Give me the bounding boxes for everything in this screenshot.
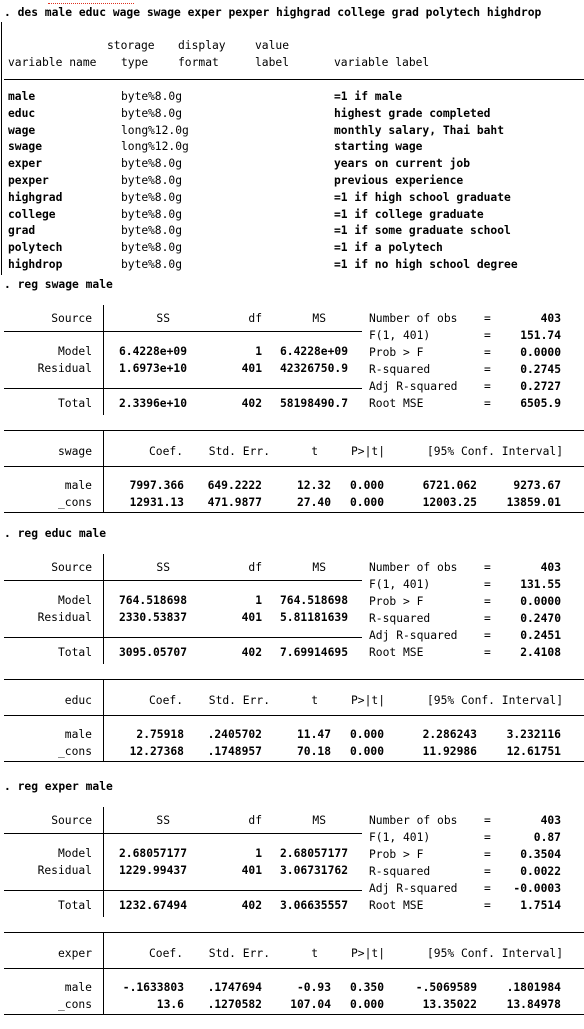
des-command: . des male educ wage swage exper pexper highgrad college grad polytech highdrop: [4, 6, 542, 19]
p-value: 0.000: [349, 479, 384, 492]
se-value: .1748957: [207, 745, 262, 758]
p-value: 0.000: [349, 745, 384, 758]
stat-value: 0.2745: [520, 363, 561, 376]
coef-header-coef: Coef.: [148, 947, 183, 960]
stat-equals: =: [484, 363, 491, 376]
coef-bottom-rule: [4, 1014, 584, 1015]
anova-ms-value: 6.4228e+09: [279, 345, 348, 358]
anova-df-value: 401: [241, 864, 262, 877]
stat-equals: =: [484, 814, 491, 827]
header-type: type: [121, 56, 149, 69]
des-name-cell: grad: [8, 224, 36, 238]
des-format-cell: %8.0g: [148, 224, 183, 238]
stat-equals: =: [484, 646, 491, 659]
coef-header-rule: [4, 466, 584, 467]
coef-top-rule: [4, 679, 584, 680]
t-value: 27.40: [296, 496, 331, 509]
coef-header-ci: [95% Conf. Interval]: [426, 694, 563, 707]
des-label-cell: starting wage: [334, 140, 423, 154]
des-type-cell: byte: [121, 241, 149, 255]
t-value: 12.32: [296, 479, 331, 492]
stat-equals: =: [484, 612, 491, 625]
des-label-cell: =1 if male: [334, 90, 403, 103]
coef-row-label: male: [64, 981, 92, 994]
header-variable-label: variable label: [334, 56, 430, 69]
stat-value: 403: [540, 814, 561, 827]
des-type-cell: byte: [121, 207, 149, 221]
coef-depvar-header: educ: [64, 694, 92, 707]
se-value: 649.2222: [207, 479, 262, 492]
anova-total-rule: [4, 890, 362, 891]
coef-header-ci: [95% Conf. Interval]: [426, 445, 563, 458]
ci-high-value: 9273.67: [513, 479, 561, 492]
anova-df-value: 1: [255, 594, 262, 607]
se-value: .1270582: [207, 998, 262, 1011]
stat-label: Root MSE: [369, 899, 424, 912]
des-type-cell: byte: [121, 90, 149, 103]
des-format-cell: %8.0g: [148, 106, 183, 120]
anova-df-value: 401: [241, 611, 262, 624]
anova-ms-value: 42326750.9: [279, 362, 348, 375]
anova-row-label: Total: [57, 397, 92, 410]
des-name-cell: polytech: [8, 241, 63, 255]
stat-value: 0.0022: [520, 865, 561, 878]
anova-ms-header: MS: [312, 312, 326, 325]
des-name-cell: swage: [8, 140, 43, 154]
des-label-cell: highest grade completed: [334, 106, 491, 120]
des-name-cell: highgrad: [8, 190, 63, 204]
coef-value: 12931.13: [129, 496, 184, 509]
coef-header-coef: Coef.: [148, 445, 183, 458]
coef-value: 2.75918: [136, 728, 184, 741]
coef-header-coef: Coef.: [148, 694, 183, 707]
se-value: 471.9877: [207, 496, 262, 509]
coef-header-p: P>|t|: [350, 694, 385, 707]
anova-df-value: 402: [241, 646, 262, 659]
anova-header-rule: [4, 833, 362, 834]
anova-row-label: Residual: [37, 864, 92, 877]
stat-label: Adj R-squared: [369, 882, 458, 895]
ci-low-value: 13.35022: [422, 998, 477, 1011]
des-label-cell: =1 if college graduate: [334, 207, 484, 221]
coef-row-label: _cons: [57, 496, 92, 509]
ci-high-value: .1801984: [506, 981, 561, 994]
des-label-cell: =1 if high school graduate: [334, 190, 511, 204]
anova-ss-value: 6.4228e+09: [119, 345, 188, 358]
stat-equals: =: [484, 561, 491, 574]
coef-header-ci: [95% Conf. Interval]: [426, 947, 563, 960]
stat-label: Number of obs: [369, 561, 458, 574]
des-name-cell: male: [8, 90, 36, 103]
coef-header-rule: [4, 968, 584, 969]
p-value: 0.000: [349, 496, 384, 509]
stat-equals: =: [484, 899, 491, 912]
des-format-cell: %8.0g: [148, 190, 183, 204]
header-value: value: [255, 39, 290, 52]
des-name-cell: exper: [8, 157, 43, 171]
coef-header-se: Std. Err.: [208, 947, 270, 960]
anova-ms-value: 3.06731762: [279, 864, 348, 877]
coef-header-se: Std. Err.: [208, 694, 270, 707]
reg-command: . reg educ male: [4, 527, 107, 540]
anova-ss-header: SS: [156, 561, 170, 574]
stat-label: Root MSE: [369, 646, 424, 659]
p-value: 0.000: [349, 728, 384, 741]
des-name-cell: wage: [8, 123, 36, 137]
des-divider: [4, 79, 584, 80]
des-type-cell: byte: [121, 224, 149, 238]
anova-row-label: Total: [57, 646, 92, 659]
anova-ms-header: MS: [312, 814, 326, 827]
des-format-cell: %12.0g: [148, 140, 189, 154]
ci-low-value: 6721.062: [422, 479, 477, 492]
anova-df-value: 401: [241, 362, 262, 375]
ci-low-value: 12003.25: [422, 496, 477, 509]
des-format-cell: %8.0g: [148, 174, 183, 187]
reg-command: . reg swage male: [4, 278, 113, 291]
anova-df-header: df: [248, 814, 262, 827]
des-label-cell: =1 if no high school degree: [334, 258, 518, 271]
anova-row-label: Residual: [37, 362, 92, 375]
stat-equals: =: [484, 865, 491, 878]
t-value: 107.04: [290, 998, 331, 1011]
coef-bottom-rule: [4, 761, 584, 762]
des-label-cell: =1 if some graduate school: [334, 224, 511, 238]
t-value: -0.93: [296, 981, 331, 994]
anova-total-rule: [4, 637, 362, 638]
stat-label: Prob > F: [369, 848, 424, 861]
anova-ss-value: 2.3396e+10: [119, 397, 188, 410]
stat-equals: =: [484, 848, 491, 861]
des-format-cell: %8.0g: [148, 90, 183, 103]
des-name-cell: highdrop: [8, 258, 63, 271]
anova-ms-value: 5.81181639: [279, 611, 348, 624]
des-type-cell: byte: [121, 258, 149, 271]
anova-ss-value: 1229.99437: [119, 864, 188, 877]
stat-equals: =: [484, 312, 491, 325]
stat-equals: =: [484, 397, 491, 410]
coef-depvar-header: exper: [57, 947, 92, 960]
anova-df-value: 402: [241, 397, 262, 410]
coef-row-label: _cons: [57, 998, 92, 1011]
stat-value: 0.0000: [520, 595, 561, 608]
stat-equals: =: [484, 831, 491, 844]
anova-source-header: Source: [51, 814, 92, 827]
anova-ss-value: 2330.53837: [119, 611, 188, 624]
des-type-cell: long: [121, 123, 149, 137]
stat-equals: =: [484, 882, 491, 895]
anova-total-rule: [4, 388, 362, 389]
des-format-cell: %8.0g: [148, 241, 183, 255]
anova-ss-value: 3095.05707: [119, 646, 188, 659]
des-type-cell: long: [121, 140, 149, 154]
des-format-cell: %8.0g: [148, 157, 183, 171]
coef-header-p: P>|t|: [350, 445, 385, 458]
coef-top-rule: [4, 430, 584, 431]
des-type-cell: byte: [121, 106, 149, 120]
ci-low-value: 2.286243: [422, 728, 477, 741]
se-value: .2405702: [207, 728, 262, 741]
anova-ss-value: 764.518698: [119, 594, 188, 607]
anova-ss-value: 2.68057177: [119, 847, 188, 860]
anova-ss-header: SS: [156, 312, 170, 325]
coef-header-se: Std. Err.: [208, 445, 270, 458]
coef-value: 12.27368: [129, 745, 184, 758]
p-value: 0.000: [349, 998, 384, 1011]
coef-bottom-rule: [4, 512, 584, 513]
anova-ms-value: 3.06635557: [279, 899, 348, 912]
anova-ms-value: 58198490.7: [279, 397, 348, 410]
coef-depvar-header: swage: [57, 445, 92, 458]
header-format: format: [178, 56, 219, 69]
anova-source-header: Source: [51, 561, 92, 574]
stat-label: Number of obs: [369, 814, 458, 827]
coef-header-t: t: [311, 694, 318, 707]
ci-high-value: 13.84978: [506, 998, 561, 1011]
ci-high-value: 13859.01: [506, 496, 561, 509]
anova-df-value: 1: [255, 345, 262, 358]
anova-df-header: df: [248, 561, 262, 574]
ci-high-value: 3.232116: [506, 728, 561, 741]
stat-value: 0.3504: [520, 848, 561, 861]
anova-df-header: df: [248, 312, 262, 325]
des-format-cell: %8.0g: [148, 258, 183, 271]
stat-value: 151.74: [520, 329, 561, 342]
stat-equals: =: [484, 329, 491, 342]
stat-label: F(1, 401): [369, 329, 431, 342]
coef-header-rule: [4, 715, 584, 716]
stat-label: R-squared: [369, 865, 431, 878]
anova-df-value: 1: [255, 847, 262, 860]
stat-value: 0.2451: [520, 629, 561, 642]
anova-row-label: Model: [57, 345, 92, 358]
ci-low-value: -.5069589: [415, 981, 477, 994]
left-margin-rule: [1, 22, 2, 275]
stat-label: Prob > F: [369, 346, 424, 359]
des-type-cell: byte: [121, 157, 149, 171]
anova-df-value: 402: [241, 899, 262, 912]
stat-label: Adj R-squared: [369, 629, 458, 642]
ci-high-value: 12.61751: [506, 745, 561, 758]
stat-equals: =: [484, 578, 491, 591]
reg-command: . reg exper male: [4, 780, 113, 793]
stat-label: Adj R-squared: [369, 380, 458, 393]
stat-value: 403: [540, 561, 561, 574]
anova-ms-value: 2.68057177: [279, 847, 348, 860]
stat-label: F(1, 401): [369, 831, 431, 844]
des-format-cell: %12.0g: [148, 123, 189, 137]
stat-value: 0.2470: [520, 612, 561, 625]
coef-header-p: P>|t|: [350, 947, 385, 960]
anova-row-label: Residual: [37, 611, 92, 624]
coef-header-t: t: [311, 445, 318, 458]
stat-value: 2.4108: [520, 646, 561, 659]
des-name-cell: pexper: [8, 174, 49, 187]
anova-header-rule: [4, 331, 362, 332]
des-type-cell: byte: [121, 174, 149, 187]
stat-value: 6505.9: [520, 397, 561, 410]
des-label-cell: =1 if a polytech: [334, 241, 443, 255]
coef-value: 7997.366: [129, 479, 184, 492]
stat-equals: =: [484, 595, 491, 608]
stat-label: R-squared: [369, 612, 431, 625]
anova-header-rule: [4, 580, 362, 581]
stat-label: R-squared: [369, 363, 431, 376]
stat-value: 131.55: [520, 578, 561, 591]
stat-value: 0.2727: [520, 380, 561, 393]
des-format-cell: %8.0g: [148, 207, 183, 221]
ci-low-value: 11.92986: [422, 745, 477, 758]
header-label: label: [255, 56, 290, 69]
anova-row-label: Model: [57, 594, 92, 607]
stat-value: 1.7514: [520, 899, 561, 912]
stat-value: 0.0000: [520, 346, 561, 359]
spellcheck-underline: [48, 0, 134, 4]
p-value: 0.350: [349, 981, 384, 994]
des-type-cell: byte: [121, 190, 149, 204]
coef-value: 13.6: [156, 998, 184, 1011]
anova-ms-header: MS: [312, 561, 326, 574]
coef-row-label: male: [64, 728, 92, 741]
anova-ms-value: 764.518698: [279, 594, 348, 607]
anova-row-label: Model: [57, 847, 92, 860]
stat-value: 0.87: [533, 831, 561, 844]
stat-label: Number of obs: [369, 312, 458, 325]
coef-row-label: _cons: [57, 745, 92, 758]
coef-value: -.1633803: [122, 981, 184, 994]
stat-label: F(1, 401): [369, 578, 431, 591]
stat-equals: =: [484, 346, 491, 359]
header-variable-name: variable name: [8, 56, 97, 69]
des-name-cell: college: [8, 207, 56, 221]
t-value: 11.47: [296, 728, 331, 741]
header-display: display: [178, 39, 226, 52]
stat-label: Root MSE: [369, 397, 424, 410]
anova-ss-value: 1.6973e+10: [119, 362, 188, 375]
stat-equals: =: [484, 380, 491, 393]
coef-row-label: male: [64, 479, 92, 492]
des-label-cell: previous experience: [334, 174, 464, 187]
stat-label: Prob > F: [369, 595, 424, 608]
coef-header-t: t: [311, 947, 318, 960]
anova-ss-value: 1232.67494: [119, 899, 188, 912]
t-value: 70.18: [296, 745, 331, 758]
anova-source-header: Source: [51, 312, 92, 325]
se-value: .1747694: [207, 981, 262, 994]
des-label-cell: monthly salary, Thai baht: [334, 123, 505, 137]
stat-value: -0.0003: [513, 882, 561, 895]
coef-top-rule: [4, 932, 584, 933]
anova-ss-header: SS: [156, 814, 170, 827]
stat-equals: =: [484, 629, 491, 642]
stat-value: 403: [540, 312, 561, 325]
des-name-cell: educ: [8, 106, 36, 120]
anova-row-label: Total: [57, 899, 92, 912]
des-label-cell: years on current job: [334, 157, 471, 171]
header-storage: storage: [107, 39, 155, 52]
anova-ms-value: 7.69914695: [279, 646, 348, 659]
